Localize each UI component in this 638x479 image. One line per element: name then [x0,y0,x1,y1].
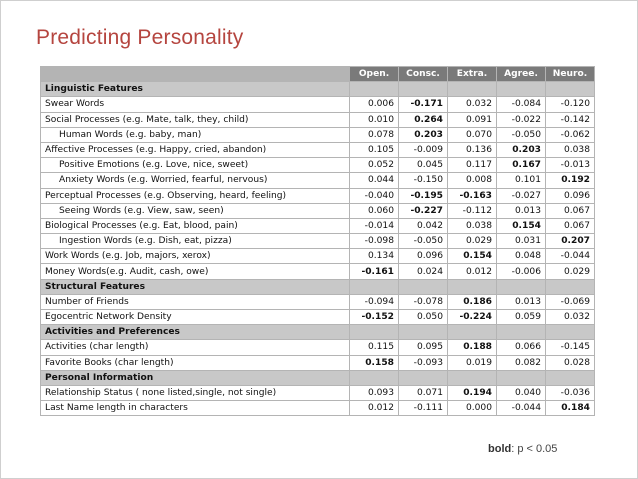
correlation-table [40,66,595,416]
section-fill-cell [546,325,594,339]
correlation-value-cell: 0.078 [350,128,398,142]
correlation-value-cell: 0.188 [448,340,496,354]
correlation-value-cell: 0.032 [448,97,496,111]
section-title: Activities and Preferences [41,325,349,339]
table-row [41,158,594,172]
correlation-value-cell: -0.145 [546,340,594,354]
feature-label: Last Name length in characters [41,401,349,415]
correlation-value-cell: -0.013 [546,158,594,172]
correlation-value-cell: 0.154 [497,219,545,233]
correlation-value-cell: -0.224 [448,310,496,324]
feature-label: Relationship Status ( none listed,single, not single) [41,386,349,400]
table-header-corner [41,67,349,81]
correlation-value-cell: -0.040 [350,189,398,203]
table-row [41,219,594,233]
correlation-value-cell: 0.013 [497,295,545,309]
table-row [41,401,594,415]
correlation-value-cell: -0.142 [546,113,594,127]
correlation-value-cell: -0.111 [399,401,447,415]
column-header-open: Open. [350,67,398,81]
table-row [41,295,594,309]
correlation-value-cell: 0.095 [399,340,447,354]
feature-label: Affective Processes (e.g. Happy, cried, abandon) [41,143,349,157]
correlation-value-cell: 0.000 [448,401,496,415]
correlation-value-cell: -0.036 [546,386,594,400]
feature-label: Biological Processes (e.g. Eat, blood, pain) [41,219,349,233]
feature-label: Seeing Words (e.g. View, saw, seen) [41,204,349,218]
section-header-row [41,82,594,96]
correlation-value-cell: -0.069 [546,295,594,309]
correlation-value-cell: -0.006 [497,264,545,278]
table-row [41,128,594,142]
table-row [41,264,594,278]
correlation-value-cell: -0.152 [350,310,398,324]
correlation-value-cell: 0.038 [546,143,594,157]
correlation-value-cell: 0.044 [350,173,398,187]
correlation-value-cell: 0.066 [497,340,545,354]
section-fill-cell [399,371,447,385]
feature-label: Money Words(e.g. Audit, cash, owe) [41,264,349,278]
correlation-value-cell: -0.014 [350,219,398,233]
feature-label: Favorite Books (char length) [41,356,349,370]
correlation-value-cell: 0.093 [350,386,398,400]
correlation-value-cell: 0.264 [399,113,447,127]
correlation-value-cell: 0.059 [497,310,545,324]
correlation-value-cell: 0.192 [546,173,594,187]
slide-title: Predicting Personality [36,26,244,49]
correlation-value-cell: 0.029 [546,264,594,278]
correlation-value-cell: 0.060 [350,204,398,218]
correlation-value-cell: -0.062 [546,128,594,142]
correlation-value-cell: 0.050 [399,310,447,324]
correlation-value-cell: 0.008 [448,173,496,187]
correlation-value-cell: -0.171 [399,97,447,111]
correlation-value-cell: -0.093 [399,356,447,370]
correlation-value-cell: 0.006 [350,97,398,111]
section-fill-cell [399,325,447,339]
feature-label: Activities (char length) [41,340,349,354]
table-row [41,386,594,400]
correlation-value-cell: 0.029 [448,234,496,248]
section-title: Personal Information [41,371,349,385]
section-fill-cell [497,325,545,339]
correlation-value-cell: 0.067 [546,204,594,218]
feature-label: Human Words (e.g. baby, man) [41,128,349,142]
correlation-value-cell: 0.028 [546,356,594,370]
correlation-value-cell: 0.052 [350,158,398,172]
correlation-value-cell: 0.019 [448,356,496,370]
correlation-value-cell: 0.115 [350,340,398,354]
correlation-value-cell: 0.048 [497,249,545,263]
table-row [41,173,594,187]
correlation-value-cell: 0.082 [497,356,545,370]
correlation-value-cell: 0.013 [497,204,545,218]
correlation-value-cell: -0.009 [399,143,447,157]
correlation-value-cell: -0.150 [399,173,447,187]
correlation-value-cell: 0.134 [350,249,398,263]
correlation-value-cell: -0.027 [497,189,545,203]
correlation-value-cell: 0.067 [546,219,594,233]
correlation-value-cell: -0.094 [350,295,398,309]
footnote-bold-word: bold [488,443,512,455]
correlation-value-cell: -0.163 [448,189,496,203]
correlation-value-cell: -0.050 [399,234,447,248]
section-title: Structural Features [41,280,349,294]
feature-label: Anxiety Words (e.g. Worried, fearful, nervous) [41,173,349,187]
column-header-extra: Extra. [448,67,496,81]
table-header-row [41,67,594,81]
correlation-value-cell: 0.010 [350,113,398,127]
table-row [41,340,594,354]
section-fill-cell [448,325,496,339]
section-title: Linguistic Features [41,82,349,96]
section-fill-cell [546,371,594,385]
correlation-value-cell: 0.024 [399,264,447,278]
correlation-value-cell: 0.167 [497,158,545,172]
correlation-value-cell: -0.044 [497,401,545,415]
table-row [41,249,594,263]
correlation-value-cell: 0.091 [448,113,496,127]
correlation-value-cell: 0.032 [546,310,594,324]
correlation-value-cell: 0.070 [448,128,496,142]
correlation-value-cell: 0.158 [350,356,398,370]
section-fill-cell [546,280,594,294]
correlation-value-cell: 0.012 [448,264,496,278]
section-fill-cell [497,82,545,96]
correlation-value-cell: -0.044 [546,249,594,263]
feature-label: Positive Emotions (e.g. Love, nice, sweet) [41,158,349,172]
correlation-value-cell: 0.207 [546,234,594,248]
correlation-value-cell: 0.184 [546,401,594,415]
section-fill-cell [497,371,545,385]
correlation-value-cell: 0.040 [497,386,545,400]
feature-label: Perceptual Processes (e.g. Observing, heard, feeling) [41,189,349,203]
correlation-value-cell: -0.227 [399,204,447,218]
table-row [41,143,594,157]
section-fill-cell [399,280,447,294]
correlation-value-cell: 0.045 [399,158,447,172]
table-body [41,82,594,415]
correlation-value-cell: -0.022 [497,113,545,127]
footnote-text: : p < 0.05 [511,443,558,455]
table-row [41,356,594,370]
column-header-neuro: Neuro. [546,67,594,81]
correlation-value-cell: -0.098 [350,234,398,248]
correlation-value-cell: 0.038 [448,219,496,233]
column-header-agree: Agree. [497,67,545,81]
feature-label: Number of Friends [41,295,349,309]
section-fill-cell [497,280,545,294]
correlation-value-cell: -0.120 [546,97,594,111]
correlation-value-cell: 0.105 [350,143,398,157]
section-fill-cell [448,371,496,385]
table-row [41,97,594,111]
feature-label: Social Processes (e.g. Mate, talk, they, child) [41,113,349,127]
correlation-value-cell: 0.096 [546,189,594,203]
correlation-value-cell: 0.101 [497,173,545,187]
section-fill-cell [350,82,398,96]
table-row [41,234,594,248]
correlation-value-cell: 0.117 [448,158,496,172]
correlation-value-cell: 0.012 [350,401,398,415]
column-header-consc: Consc. [399,67,447,81]
correlation-value-cell: -0.050 [497,128,545,142]
correlation-value-cell: 0.203 [399,128,447,142]
table-row [41,113,594,127]
table-row [41,310,594,324]
section-fill-cell [546,82,594,96]
section-fill-cell [448,82,496,96]
correlation-value-cell: 0.071 [399,386,447,400]
correlation-value-cell: 0.031 [497,234,545,248]
correlation-value-cell: 0.096 [399,249,447,263]
section-header-row [41,280,594,294]
section-fill-cell [399,82,447,96]
section-fill-cell [350,280,398,294]
table-row [41,204,594,218]
correlation-value-cell: 0.042 [399,219,447,233]
correlation-value-cell: -0.161 [350,264,398,278]
section-fill-cell [350,371,398,385]
correlation-value-cell: 0.194 [448,386,496,400]
section-header-row [41,325,594,339]
correlation-value-cell: 0.186 [448,295,496,309]
correlation-table-container [40,66,595,416]
correlation-value-cell: 0.154 [448,249,496,263]
section-fill-cell [448,280,496,294]
correlation-value-cell: 0.136 [448,143,496,157]
feature-label: Ingestion Words (e.g. Dish, eat, pizza) [41,234,349,248]
significance-footnote [488,443,557,455]
table-row [41,189,594,203]
correlation-value-cell: 0.203 [497,143,545,157]
section-fill-cell [350,325,398,339]
correlation-value-cell: -0.195 [399,189,447,203]
correlation-value-cell: -0.078 [399,295,447,309]
correlation-value-cell: -0.084 [497,97,545,111]
feature-label: Work Words (e.g. Job, majors, xerox) [41,249,349,263]
feature-label: Swear Words [41,97,349,111]
section-header-row [41,371,594,385]
feature-label: Egocentric Network Density [41,310,349,324]
correlation-value-cell: -0.112 [448,204,496,218]
